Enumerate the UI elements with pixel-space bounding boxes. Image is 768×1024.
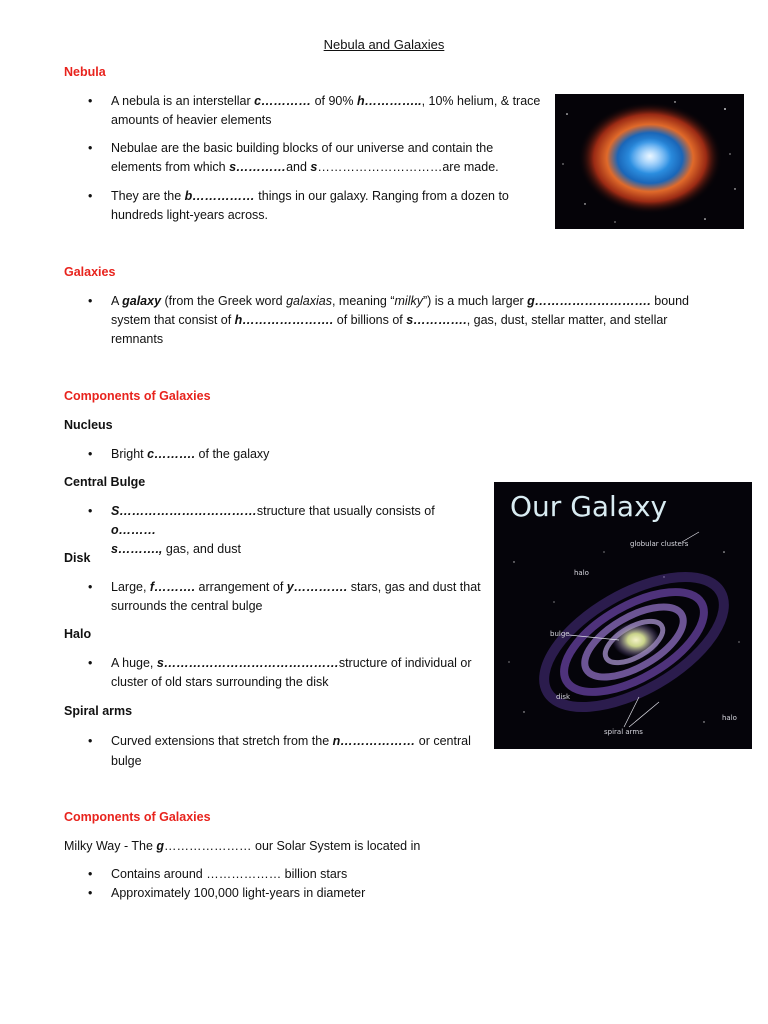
galaxies-heading: Galaxies [64,265,116,279]
list-item: • Curved extensions that stretch from the n……………… or central bulge [88,734,471,768]
list-item: • Bright c………. of the galaxy [88,447,270,461]
components-heading-2: Components of Galaxies [64,810,211,824]
nucleus-label: Nucleus [64,418,113,432]
list-item: • Approximately 100,000 light-years in diameter [88,886,366,900]
nebula-image [555,94,744,229]
milky-way-line: Milky Way - The g………………… our Solar System is located in [64,839,421,853]
spiral-arms-label: Spiral arms [64,704,133,718]
disk-label: Disk [64,551,91,565]
label-halo-2: halo [722,714,737,722]
label-bulge: bulge [550,630,570,638]
list-item: • S……………………………structure that usually consists of o……… s………., gas, and dust [88,504,435,556]
components-heading: Components of Galaxies [64,389,211,403]
label-spiral-arms: spiral arms [604,728,643,736]
list-item: • They are the b…………… things in our galaxy. Ranging from a dozen to hundreds light-years across. [88,189,509,222]
label-halo: halo [574,569,589,577]
list-item: • A huge, s……………………………………structure of individual or cluster of old stars surrounding the disk [88,656,472,689]
page-title: Nebula and Galaxies [323,37,445,52]
galaxy-image-title: Our Galaxy [510,490,668,523]
nebula-heading: Nebula [64,65,106,79]
galaxy-image [494,482,752,749]
list-item: • A nebula is an interstellar c………… of 90% h………….., 10% helium, & trace amounts of heavier elements [88,94,541,127]
list-item: • Nebulae are the basic building blocks of our universe and contain the elements from which s…………and s…………………………are made. [88,141,499,174]
label-globular-clusters: globular clusters [630,540,689,548]
list-item: • Contains around ……………… billion stars [88,867,348,881]
central-bulge-label: Central Bulge [64,475,146,489]
label-disk: disk [556,693,571,701]
list-item: • Large, f………. arrangement of y…………. stars, gas and dust that surrounds the central bulge [88,580,481,613]
list-item: • A galaxy (from the Greek word galaxias, meaning “milky”) is a much larger g………………………. bound system that consist of h…………………. of billions of s…………., gas, dust, stellar matter, and stellar remnants [88,294,690,346]
halo-label: Halo [64,627,92,641]
